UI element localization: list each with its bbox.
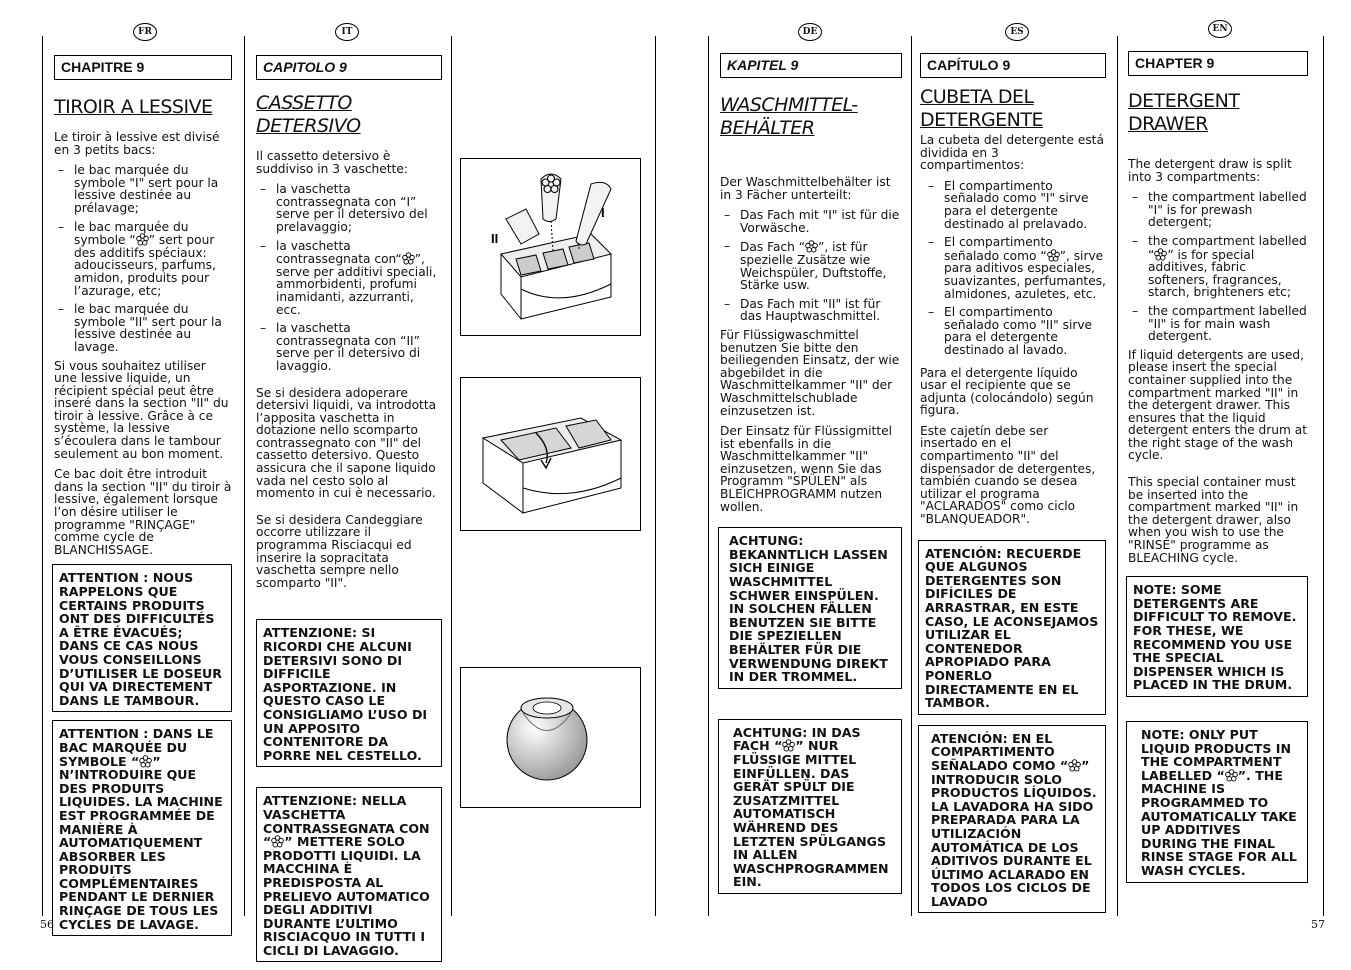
lang-badge-de: DE [798,23,822,41]
lang-badge-fr: FR [133,23,157,41]
divider-line [708,36,709,916]
compartment-list [54,164,232,353]
detergent-drawer-illustration [460,158,641,336]
list-item: – Das Fach mit "I" ist für die Vorwäsche. [720,209,902,234]
flower-icon [1068,759,1081,772]
intro-text: Le tiroir à lessive est divisé en 3 petits bacs: [54,130,220,157]
list-item: – the compartment labelled "I" is for prewash detergent; [1128,191,1308,229]
column-es [920,53,1106,921]
section-title: WASCHMITTEL-BEHÄLTER [720,94,858,139]
paragraph: Para el detergente líquido usar el recipiente que se adjunta (colocándolo) según figura. [920,365,1094,418]
paragraph: Der Einsatz für Flüssigmittel ist ebenfalls in die Waschmittelkammer "II" einzusetzen, wenn Sie das Programm "SPÜLEN" als BLEICHPROGRAMM nutzen wollen. [720,424,892,514]
dosing-ball-icon [461,668,639,806]
paragraph: Ce bac doit être introduit dans la section "II" du tiroir à lessive, également lorsque l’on désire utiliser le programme "RINÇAGE" comme cycle de BLANCHISSAGE. [54,467,232,557]
flower-icon [1047,249,1060,262]
warning-box: ATENCIÓN: RECUERDE QUE ALGUNOS DETERGENTES SON DIFÍCILES DE ARRASTRAR, EN ESTE CASO, LE ACONSEJAMOS UTILIZAR EL CONTENEDOR APROPIADO PARA PONERLO DIRECTAMENTE EN EL TAMBOR. [918,540,1106,715]
warning-box: ACHTUNG: BEKANNTLICH LASSEN SICH EINIGE WASCHMITTEL SCHWER EINSPÜLEN. IN SOLCHEN FÄLLEN BENUTZEN SIE BITTE DIE SPEZIELLEN BEHÄLTER FÜR DIE VERWENDUNG DIREKT IN DER TROMMEL. [718,527,902,689]
flower-icon [402,252,415,265]
lang-badge-es: ES [1005,23,1029,41]
column-fr [54,55,232,944]
section-title: CUBETA DEL DETERGENTE [920,86,1043,131]
flower-icon [1154,248,1167,261]
chapter-heading: CAPITOLO 9 [256,55,442,80]
intro-text: Der Waschmittelbehälter ist in 3 Fächer unterteilt: [720,175,891,202]
divider-line [244,36,245,916]
divider-line [655,36,656,916]
flower-icon [805,240,818,253]
flower-icon [136,233,149,246]
section-title: TIROIR A LESSIVE [54,96,213,118]
divider-line [911,36,912,916]
list-item: – El compartimento señalado como "II" sirve para el detergente destinado al lavado. [924,306,1106,356]
divider-line [1117,36,1118,916]
list-item: – the compartment labelled “ ” is for special additives, fabric softeners, fragrances, starch, brighteners etc; [1128,235,1308,299]
column-it [256,55,442,970]
divider-line [42,36,43,916]
page-number-right: 57 [1311,918,1325,931]
intro-text: La cubeta del detergente está dividida en 3 compartimentos: [920,133,1104,173]
chapter-heading: CHAPITRE 9 [54,55,232,80]
list-item: – le bac marquée du symbole "II" sert pour la lessive destinée au lavage. [54,303,232,353]
paragraph: This special container must be inserted into the compartment marked "II" in the detergent drawer, also when you wish to use the "RINSE" programme as BLEACHING cycle. [1128,475,1299,565]
compartment-list [720,209,902,323]
divider-line [1323,36,1324,916]
warning-box: NOTE: ONLY PUT LIQUID PRODUCTS IN THE COMPARTMENT LABELLED “ ”. THE MACHINE IS PROGRAMMED TO AUTOMATICALLY TAKE UP ADDITIVES DURING THE FINAL RINSE STAGE FOR ALL WASH CYCLES. [1126,721,1308,883]
list-item: – la vaschetta contrassegnata con “II” serve per il detersivo di lavaggio. [256,322,442,372]
compartment-list [256,183,442,372]
intro-text: The detergent draw is split into 3 compartments: [1128,157,1292,184]
warning-box: NOTE: SOME DETERGENTS ARE DIFFICULT TO REMOVE. FOR THESE, WE RECOMMEND YOU USE THE SPECIAL DISPENSER WHICH IS PLACED IN THE DRUM. [1126,576,1308,697]
paragraph: Este cajetín debe ser insertado en el compartimento "II" del dispensador de detergentes, también cuando se desea utilizar el programa "ACLARADOS" como ciclo "BLANQUEADOR". [920,423,1096,527]
list-item: – la vaschetta contrassegnata con “I” serve per il detersivo del prelavaggio; [256,183,442,233]
drawer-pouring-icon [461,159,639,334]
compartment-list [1128,191,1308,343]
compartment-list [924,180,1106,357]
label-compartment-1: I [601,205,605,220]
list-item: – Das Fach “ ”, ist für spezielle Zusätze wie Weichspüler, Duftstoffe, Stärke usw. [720,240,902,291]
list-item: – Das Fach mit "II" ist für das Hauptwaschmittel. [720,298,902,323]
list-item: – El compartimento señalado como "I" sirve para el detergente destinado al prelavado. [924,180,1106,230]
flower-icon [782,739,795,752]
list-item: – the compartment labelled "II" is for main wash detergent. [1128,305,1308,343]
lang-badge-en: EN [1208,20,1232,38]
list-item: – la vaschetta contrassegnata con“ ”, serve per additivi speciali, ammorbidenti, profumi inamidanti, azzurranti, ecc. [256,240,442,317]
intro-text: Il cassetto detersivo è suddiviso in 3 vaschette: [256,149,408,176]
paragraph: If liquid detergents are used, please insert the special container supplied into the compartment marked "II" in the detergent drawer. This ensures that the liquid detergent enters the drum at the right stage of the wash cycle. [1128,347,1307,463]
column-en [1128,51,1308,891]
label-compartment-2: II [491,231,499,246]
lang-badge-it: IT [335,23,359,41]
list-item: – le bac marquée du symbole “ ” sert pour des additifs spéciaux: adoucisseurs, parfums, amidon, produits pour l’azurage, etc; [54,221,232,298]
paragraph: Se si desidera Candeggiare occorre utilizzare il programma Risciacqui ed inserire la sopracitata vaschetta sempre nello scomparto "II". [256,512,423,590]
flower-icon [139,755,152,768]
warning-box: ACHTUNG: IN DAS FACH “ ” NUR FLÜSSIGE MITTEL EINFÜLLEN. DAS GERÄT SPÜLT DIE ZUSATZMITTEL AUTOMATISCH WÄHREND DES LETZTEN SPÜLGANGS IN ALLEN WASCHPROGRAMMEN EIN. [718,719,902,894]
drawer-insert-icon [461,378,639,528]
flower-icon [1225,769,1238,782]
warning-box: ATTENTION : NOUS RAPPELONS QUE CERTAINS PRODUITS ONT DES DIFFICULTÉS A ÊTRE ÉVACUÉS; DANS CE CAS NOUS VOUS CONSEILLONS D’UTILISER LE DOSEUR QUI VA DIRECTEMENT DANS LE TAMBOUR. [52,564,232,712]
divider-line [451,36,452,916]
warning-box: ATTENZIONE: NELLA VASCHETTA CONTRASSEGNATA CON “ ” METTERE SOLO PRODOTTI LIQUIDI. LA MACCHINA È PREDISPOSTA AL PRELIEVO AUTOMATICO DEGLI ADDITIVI DURANTE L’ULTIMO RISCIACQUO IN TUTTI I CICLI DI LAVAGGIO. [256,787,442,962]
chapter-heading: KAPITEL 9 [720,53,902,78]
liquid-container-illustration [460,377,641,531]
paragraph: Se si desidera adoperare detersivi liquidi, va introdotta l’apposita vaschetta in dotazione nello scomparto contrassegnato con "II" del cassetto detersivo. Questo assicura che il sapone liquido vada nel cesto solo al momento in cui è necessario. [256,385,437,501]
page-number-left: 56 [40,918,54,931]
flower-icon [271,835,284,848]
warning-box: ATENCIÓN: EN EL COMPARTIMENTO SEÑALADO COMO “ ” INTRODUCIR SOLO PRODUCTOS LÍQUIDOS. LA LAVADORA HA SIDO PREPARADA PARA LA UTILIZACIÓN AUTOMÁTICA DE LOS ADITIVOS DURANTE EL ÚLTIMO ACLARADO EN TODOS LOS CICLOS DE LAVADO [918,725,1106,914]
list-item: – El compartimento señalado como “ ”, sirve para aditivos especiales, suavizantes, perfumantes, almidones, azuletes, etc. [924,236,1106,300]
section-title: DETERGENT DRAWER [1128,90,1240,135]
warning-box: ATTENTION : DANS LE BAC MARQUÉE DU SYMBOLE “ ” N’INTRODUIRE QUE DES PRODUITS LIQUIDES. LA MACHINE EST PROGRAMMÉE DE MANIÈRE À AUTOMATIQUEMENT ABSORBER LES PRODUITS COMPLÉMENTAIRES PENDANT LE DERNIER RINÇAGE DE TOUS LES CYCLES DE LAVAGE. [52,720,232,936]
column-de [720,53,902,902]
section-title: CASSETTO DETERSIVO [256,92,361,137]
warning-box: ATTENZIONE: SI RICORDI CHE ALCUNI DETERSIVI SONO DI DIFFICILE ASPORTAZIONE. IN QUESTO CASO LE CONSIGLIAMO L’USO DI UN APPOSITO CONTENITORE DA PORRE NEL CESTELLO. [256,619,442,767]
paragraph: Für Flüssigwaschmittel benutzen Sie bitte den beiliegenden Einsatz, der wie abgebildet in die Waschmittelkammer "II" der Waschmittelschublade einzusetzen ist. [720,327,900,418]
list-item: – le bac marquée du symbole "I" sert pour la lessive destinée au prélavage; [54,164,232,214]
paragraph: Si vous souhaitez utiliser une lessive liquide, un récipient spécial peut être inseré dans la section "II" du tiroir à lessive. Grâce à ce système, la lessive s’écoulera dans le tambour seulement au bon moment. [54,358,229,461]
dosing-ball-illustration [460,667,641,808]
chapter-heading: CHAPTER 9 [1128,51,1308,76]
chapter-heading: CAPÍTULO 9 [920,53,1106,78]
